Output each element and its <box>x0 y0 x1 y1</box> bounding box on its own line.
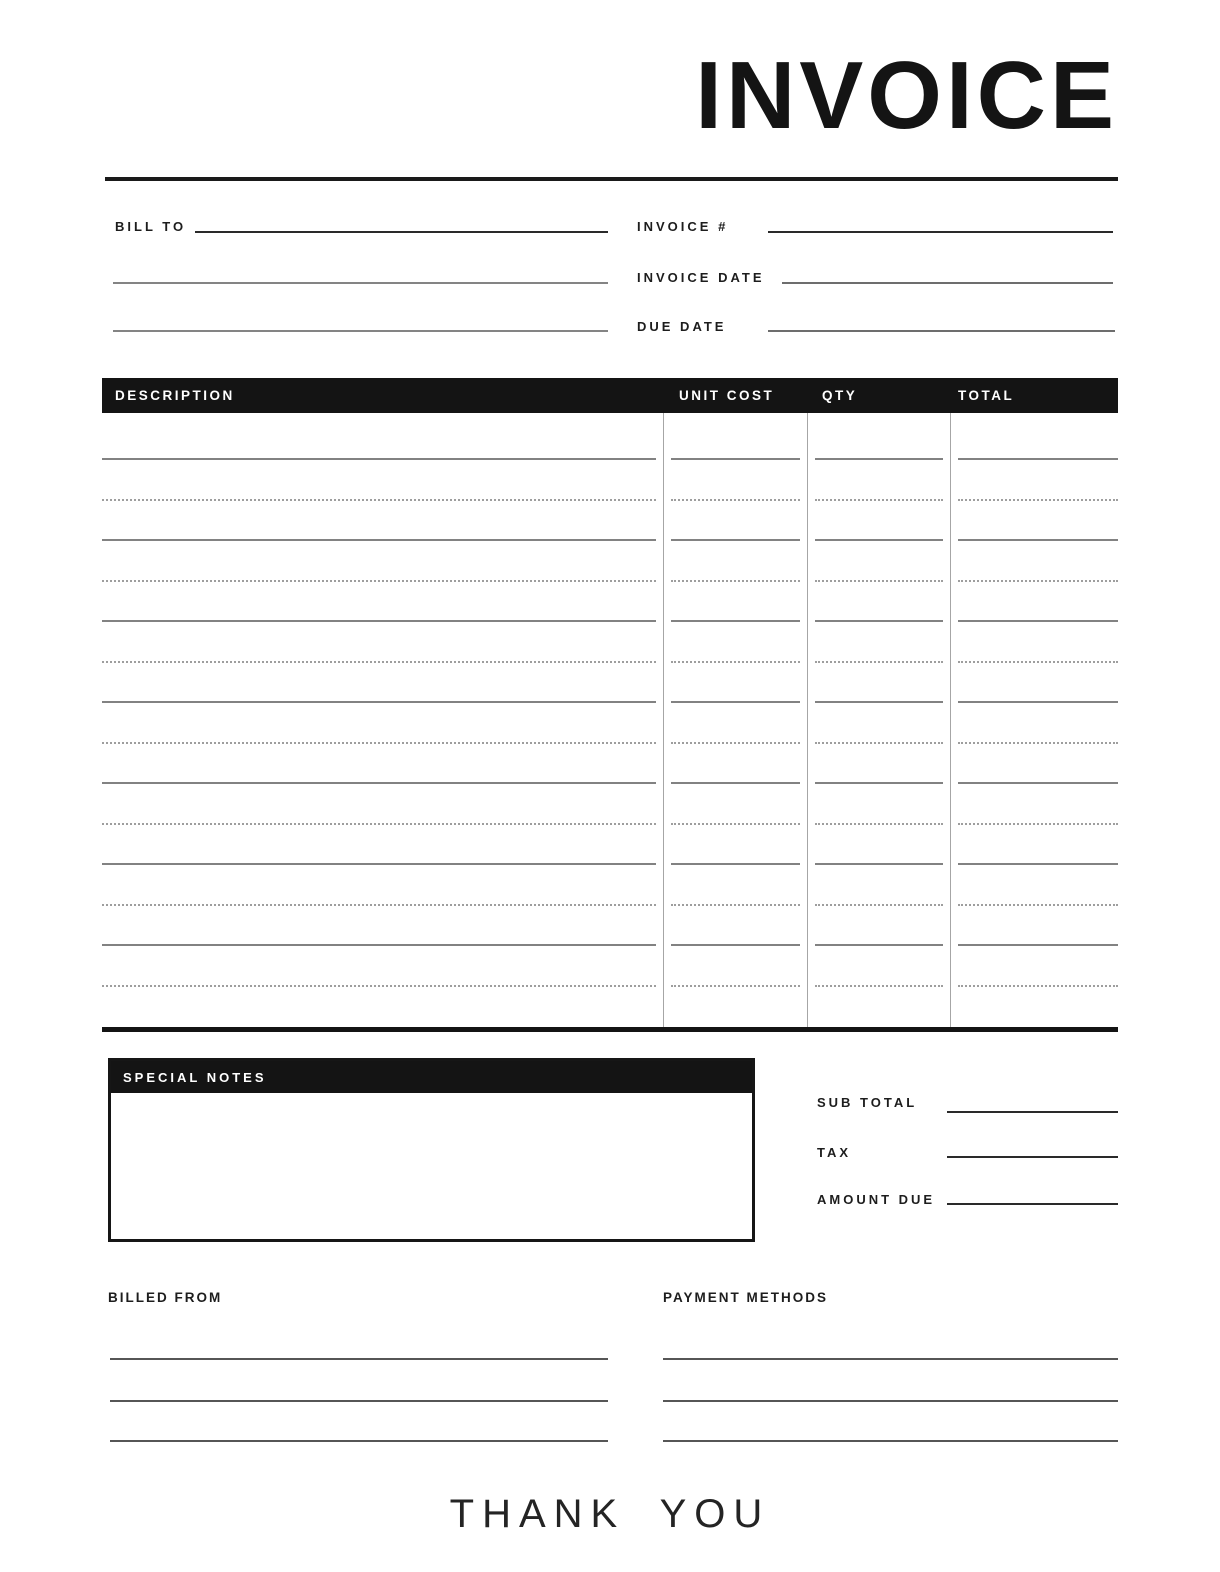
item-row <box>102 946 1118 987</box>
item-cell-unit-cost[interactable] <box>663 622 807 663</box>
item-cell-unit-cost[interactable] <box>663 703 807 744</box>
item-cell-qty[interactable] <box>807 703 950 744</box>
due-date-input-line[interactable] <box>768 205 1115 332</box>
item-cell-qty[interactable] <box>807 541 950 582</box>
item-cell-qty[interactable] <box>807 622 950 663</box>
item-cell-total[interactable] <box>950 413 1118 460</box>
item-cell-description[interactable] <box>102 865 663 906</box>
invoice-number-label: INVOICE # <box>637 219 729 234</box>
item-cell-qty[interactable] <box>807 663 950 704</box>
item-cell-qty[interactable] <box>807 987 950 1028</box>
item-row <box>102 825 1118 866</box>
item-row <box>102 413 1118 460</box>
item-row <box>102 501 1118 542</box>
billed-from-input-line-3[interactable] <box>110 1440 608 1442</box>
item-cell-total[interactable] <box>950 582 1118 623</box>
item-cell-qty[interactable] <box>807 460 950 501</box>
item-cell-unit-cost[interactable] <box>663 413 807 460</box>
item-cell-description[interactable] <box>102 825 663 866</box>
item-row <box>102 906 1118 947</box>
item-cell-description[interactable] <box>102 744 663 785</box>
payment-methods-input-line-3[interactable] <box>663 1440 1118 1442</box>
column-header-unit-cost: UNIT COST <box>679 388 775 403</box>
sub-total-label: SUB TOTAL <box>817 1095 918 1110</box>
invoice-meta-section <box>105 205 1118 345</box>
column-header-total: TOTAL <box>958 388 1015 403</box>
item-cell-description[interactable] <box>102 541 663 582</box>
item-cell-total[interactable] <box>950 622 1118 663</box>
item-cell-qty[interactable] <box>807 582 950 623</box>
item-cell-description[interactable] <box>102 460 663 501</box>
item-cell-total[interactable] <box>950 987 1118 1028</box>
item-cell-description[interactable] <box>102 622 663 663</box>
item-cell-total[interactable] <box>950 744 1118 785</box>
item-row <box>102 784 1118 825</box>
item-cell-description[interactable] <box>102 946 663 987</box>
item-cell-unit-cost[interactable] <box>663 865 807 906</box>
thank-you-text: THANK YOU <box>449 1492 771 1536</box>
page-title: INVOICE <box>695 42 1118 149</box>
item-cell-unit-cost[interactable] <box>663 663 807 704</box>
item-cell-description[interactable] <box>102 413 663 460</box>
item-cell-qty[interactable] <box>807 744 950 785</box>
item-cell-unit-cost[interactable] <box>663 744 807 785</box>
item-cell-qty[interactable] <box>807 784 950 825</box>
item-row <box>102 663 1118 704</box>
item-cell-qty[interactable] <box>807 865 950 906</box>
item-cell-qty[interactable] <box>807 906 950 947</box>
item-cell-unit-cost[interactable] <box>663 541 807 582</box>
item-row <box>102 744 1118 785</box>
item-row <box>102 622 1118 663</box>
bill-to-input-line-3[interactable] <box>113 205 608 332</box>
item-cell-total[interactable] <box>950 784 1118 825</box>
items-table-body <box>102 413 1118 1032</box>
item-row <box>102 460 1118 501</box>
item-cell-description[interactable] <box>102 582 663 623</box>
tax-input-line[interactable] <box>947 1156 1118 1158</box>
totals-section <box>817 1058 1118 1218</box>
item-cell-description[interactable] <box>102 784 663 825</box>
item-cell-unit-cost[interactable] <box>663 825 807 866</box>
amount-due-input-line[interactable] <box>947 1203 1118 1205</box>
item-cell-qty[interactable] <box>807 946 950 987</box>
item-cell-total[interactable] <box>950 906 1118 947</box>
item-cell-unit-cost[interactable] <box>663 784 807 825</box>
item-row <box>102 987 1118 1028</box>
item-cell-description[interactable] <box>102 987 663 1028</box>
item-row <box>102 865 1118 906</box>
due-date-label: DUE DATE <box>637 319 727 334</box>
item-cell-unit-cost[interactable] <box>663 946 807 987</box>
item-cell-total[interactable] <box>950 865 1118 906</box>
item-cell-unit-cost[interactable] <box>663 501 807 542</box>
special-notes-header <box>111 1061 752 1093</box>
item-cell-qty[interactable] <box>807 413 950 460</box>
billed-from-input-line-2[interactable] <box>110 1400 608 1402</box>
special-notes-label: SPECIAL NOTES <box>123 1069 267 1085</box>
payment-methods-input-line-2[interactable] <box>663 1400 1118 1402</box>
item-cell-unit-cost[interactable] <box>663 582 807 623</box>
item-cell-unit-cost[interactable] <box>663 906 807 947</box>
item-cell-total[interactable] <box>950 825 1118 866</box>
item-row <box>102 541 1118 582</box>
special-notes-box <box>108 1058 755 1242</box>
header-divider <box>105 177 1118 181</box>
column-header-description: DESCRIPTION <box>115 388 235 403</box>
parties-section <box>105 1290 1118 1455</box>
special-notes-input[interactable] <box>111 1093 752 1239</box>
amount-due-label: AMOUNT DUE <box>817 1192 936 1207</box>
billed-from-input-line-1[interactable] <box>110 1358 608 1360</box>
item-cell-qty[interactable] <box>807 825 950 866</box>
item-cell-description[interactable] <box>102 906 663 947</box>
item-cell-total[interactable] <box>950 703 1118 744</box>
payment-methods-input-line-1[interactable] <box>663 1358 1118 1360</box>
item-cell-total[interactable] <box>950 541 1118 582</box>
invoice-date-label: INVOICE DATE <box>637 270 765 285</box>
item-row <box>102 703 1118 744</box>
item-cell-total[interactable] <box>950 460 1118 501</box>
item-cell-unit-cost[interactable] <box>663 460 807 501</box>
payment-methods-label: PAYMENT METHODS <box>663 1290 829 1305</box>
item-cell-qty[interactable] <box>807 501 950 542</box>
item-cell-description[interactable] <box>102 501 663 542</box>
item-cell-total[interactable] <box>950 946 1118 987</box>
sub-total-input-line[interactable] <box>947 1111 1118 1113</box>
billed-from-label: BILLED FROM <box>108 1290 223 1305</box>
item-cell-description[interactable] <box>102 703 663 744</box>
item-row <box>102 582 1118 623</box>
column-header-qty: QTY <box>822 388 858 403</box>
items-table-header <box>102 378 1118 413</box>
item-cell-total[interactable] <box>950 663 1118 704</box>
item-cell-unit-cost[interactable] <box>663 987 807 1028</box>
items-table <box>102 378 1118 1032</box>
tax-label: TAX <box>817 1145 852 1160</box>
item-cell-description[interactable] <box>102 663 663 704</box>
item-cell-total[interactable] <box>950 501 1118 542</box>
bill-to-label: BILL TO <box>115 219 187 234</box>
